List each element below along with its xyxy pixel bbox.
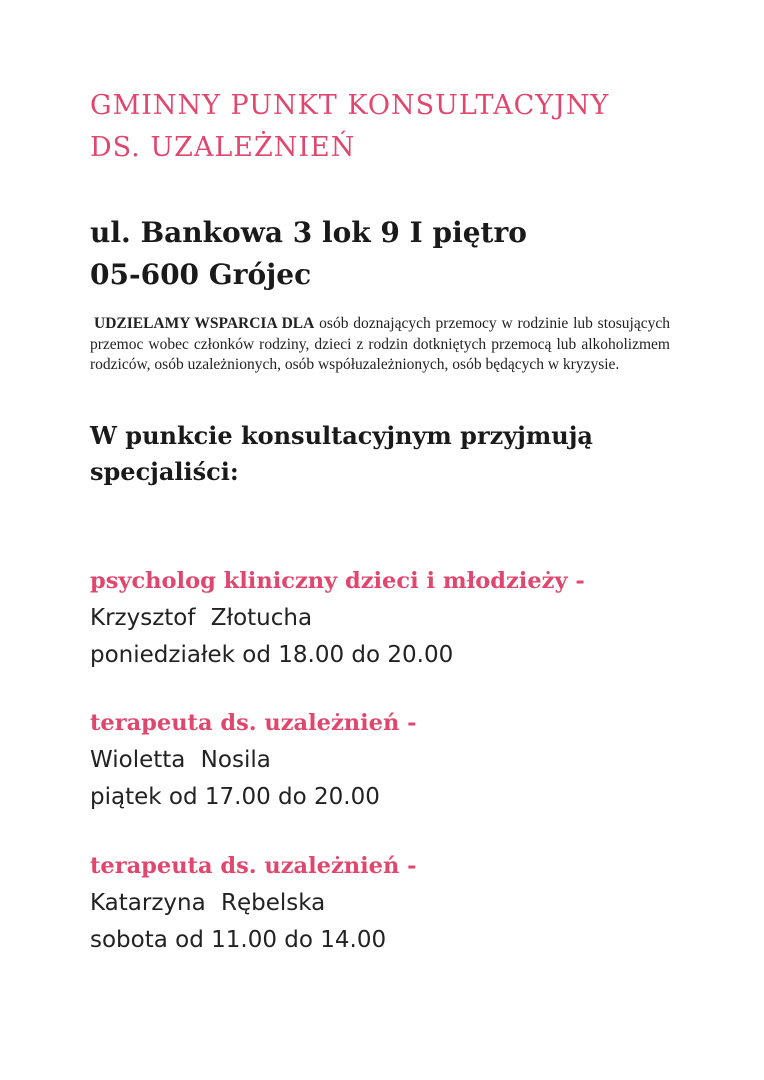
specialists-heading-line-2: specjaliści: [90, 457, 239, 486]
address-block [90, 212, 730, 296]
specialist-hours: sobota od 11.00 do 14.00 [90, 927, 387, 953]
specialist-entry [90, 562, 730, 674]
document-title [90, 85, 730, 169]
specialist-name: Wioletta Nosila [90, 747, 271, 773]
support-paragraph [90, 314, 670, 376]
support-text: osób doznających przemocy w rodzinie lub stosujących przemoc wobec członków rodziny, dzieci z rodzin dotkniętych przemocą lub alkoholizmem rodziców, osób uzależnionych, osób współuzależnionych, osób będących w kryzysie. [90, 315, 671, 373]
title-line-2: DS. UZALEŻNIEŃ [90, 132, 356, 163]
specialists-heading-line-1: W punkcie konsultacyjnym przyjmują [90, 421, 593, 450]
specialist-name: Krzysztof Złotucha [90, 605, 313, 631]
specialist-hours: piątek od 17.00 do 20.00 [90, 784, 380, 810]
specialist-hours: poniedziałek od 18.00 do 20.00 [90, 642, 454, 668]
specialist-role: terapeuta ds. uzależnień - [90, 853, 417, 879]
specialist-entry [90, 847, 730, 959]
specialist-role: psycholog kliniczny dzieci i młodzieży - [90, 568, 585, 594]
specialist-role: terapeuta ds. uzależnień - [90, 710, 417, 736]
specialists-heading [90, 418, 730, 490]
address-city: 05-600 Grójec [90, 258, 312, 291]
title-line-1: GMINNY PUNKT KONSULTACYJNY [90, 90, 610, 121]
address-street: ul. Bankowa 3 lok 9 I piętro [90, 216, 527, 249]
support-lead: UDZIELAMY WSPARCIA DLA [94, 315, 315, 332]
specialist-name: Katarzyna Rębelska [90, 890, 326, 916]
specialist-entry [90, 704, 730, 816]
